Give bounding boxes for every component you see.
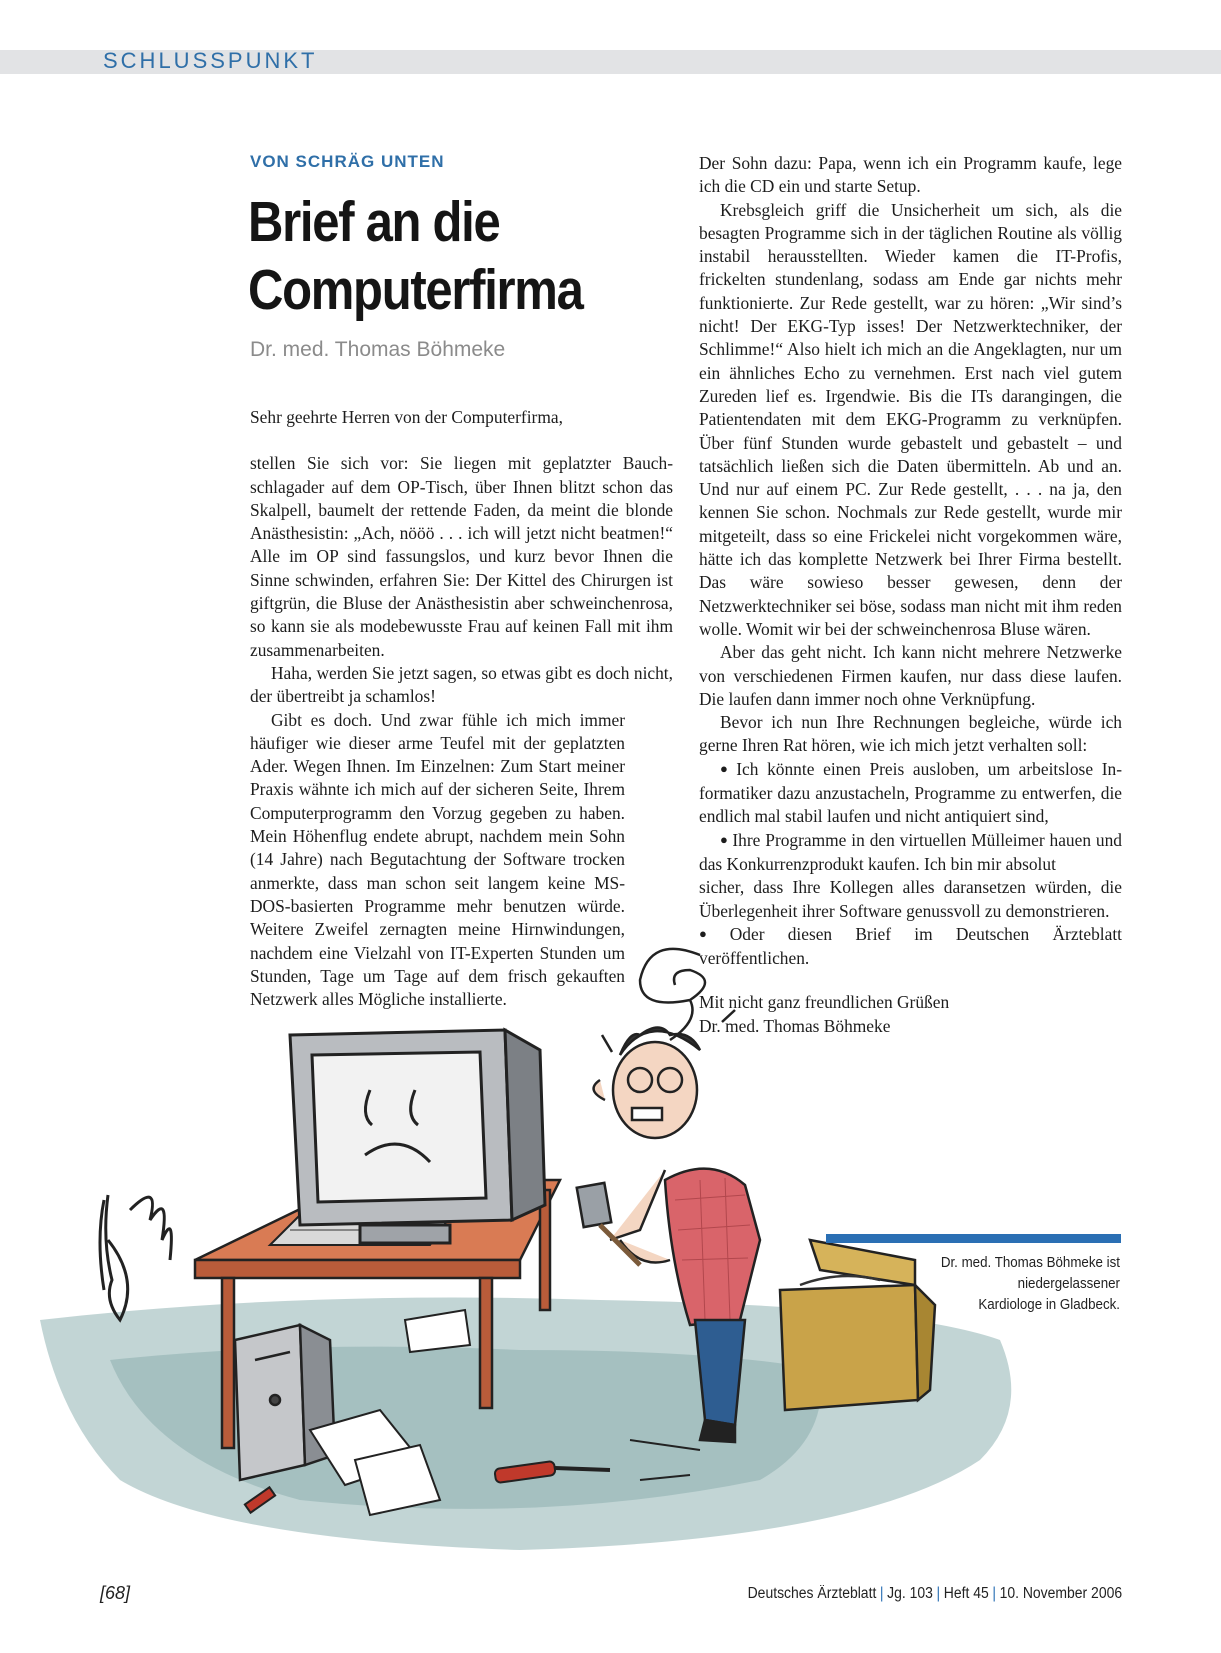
paragraph: Der Sohn dazu: Papa, wenn ich ein Programm kaufe, lege ich die CD ein und starte Setup. (699, 153, 1122, 197)
issue: Heft 45 (943, 1585, 989, 1602)
text-column-2 (699, 152, 1122, 1038)
text-column-1 (250, 406, 673, 1011)
salutation: Sehr geehrte Herren von der Computerfirma, (250, 407, 563, 427)
bullet-text: Ihre Programme in den virtuellen Mülleimer hauen und das Konkurrenzprodukt kaufen. Ich bin mir absolut (699, 829, 1122, 874)
monitor (290, 1030, 545, 1243)
signature-scribble (100, 1195, 171, 1320)
paragraph: Haha, werden Sie jetzt sagen, so etwas gibt es doch nicht, der übertreibt ja schamlos! (250, 662, 673, 707)
paragraph: Aber das geht nicht. Ich kann nicht mehrere Netzwerke von verschiedenen Firmen kaufen, nur dass diese laufen. Die laufen dann immer noch ohne Verknüpfung. (699, 642, 1122, 709)
page-number: [68] (100, 1583, 131, 1603)
caption-line: Dr. med. Thomas Böhmeke ist niedergelassener (940, 1255, 1120, 1292)
closing-signature: Dr. med. Thomas Böhmeke (699, 1015, 891, 1036)
section-label: SCHLUSSPUNKT (103, 48, 318, 73)
bullet-icon (720, 759, 736, 779)
paragraph: stellen Sie sich vor: Sie liegen mit geplatzter Bauchschlagader auf dem OP-Tisch, über Ihnen blitzt schon das Skalpell, baumelt der rettende Faden, da meint die blonde Anästhesistin: „Ach, nööö . . . ich will jetzt nicht beatmen!“ Alle im OP sind fassungslos, und kurz bevor Ihnen die Sinne schwinden, erfahren Sie: Der Kittel des Chirurgen ist giftgrün, die Bluse der Anästhesistin aber schweinchenrosa, so kann sie als modebewusste Frau auf keinen Fall mit ihm zusammenarbeiten. (250, 453, 673, 660)
kicker: VON SCHRÄG UNTEN (250, 152, 445, 171)
bullet-item (699, 758, 1122, 829)
bullet-item (699, 829, 1122, 877)
closing-greeting: Mit nicht ganz freundlichen Grüßen (699, 992, 950, 1013)
title-line-1: Brief an die (248, 190, 500, 254)
journal-name: Deutsches Ärzteblatt (747, 1585, 877, 1602)
paragraph: Krebsgleich griff die Unsicherheit um sich, als die besagten Programme sich in der täglichen Routine als völlig instabil herausstellten. Wieder kamen die IT-Profis, frickelten stundenlang, sodass am Ende gar nichts mehr funktionierte. Zur Rede gestellt, war zu hören: „Wir sind’s nicht! Der EKG-Typ isses! Der Netzwerktechniker, der Schlimme!“ Also hielt ich mich an die Angeklagten, nur um ein ähnliches Echo zu vernehmen. Erst nach viel gutem Zureden lief es. Irgendwie. Bis die ITs darangingen, die Patientendaten mit dem EKG-Programm zu verknüpfen. Über fünf Stunden wurde gebastelt und gebastelt – und tatsächlich ließen sich die Daten übermitteln. Ab und an. Und nur auf einem PC. Zur Rede gestellt, . . . na ja, den kennen Sie schon. Nochmals zur Rede gestellt, wurde mir mitgeteilt, dass so eine Frickelei nicht vorgekommen wäre, hätte ich das komplette Netzwerk bei Ihrer Firma bestellt. Das wäre sowieso besser gewesen, denn der Netzwerktechniker sei böse, sodass man nicht mit ihm reden wolle. Womit wir bei der schweinchenrosa Bluse wären. (699, 199, 1122, 639)
bullet-item (699, 923, 1122, 971)
separator: | (879, 1585, 884, 1602)
caption-rule (826, 1234, 1121, 1243)
computer-tower (235, 1325, 335, 1480)
bullet-icon (699, 924, 730, 944)
caption-line: Kardiologe in Gladbeck. (978, 1297, 1120, 1313)
bullet-text: Oder diesen Brief im Deutschen Ärzteblatt veröffentlichen. (699, 923, 1122, 969)
paragraph: Gibt es doch. Und zwar fühle ich mich immer häufiger wie dieser arme Teufel mit der geplatzten Ader. Wegen Ihnen. Im Einzelnen: Zum Start meiner Praxis wähnte ich mich auf der sicheren Seite, Ihrem Computerprogramm den Vorzug gegeben zu haben. Mein Höhenflug endete abrupt, nachdem mein Sohn (14 Jahre) nach Begutachtung der Software trocken anmerkte, dass man schon seit langem keine MS-DOS-basierten Programme mehr benutzen würde. Weitere Zweifel zernagten meine Hirnwindungen, nachdem eine Vielzahl von IT-Experten Stunden um Stunden, Tage um Tage auf dem frisch gekauften Netzwerk alles Mögliche installierte. (250, 709, 625, 1010)
bullet-icon (720, 830, 732, 850)
separator: | (936, 1585, 941, 1602)
bullet-continuation: sicher, dass Ihre Kollegen alles daransetzen würden, die Überlegenheit ihrer Software genussvoll zu demonstrieren. (699, 877, 1122, 921)
volume: Jg. 103 (887, 1585, 933, 1602)
issue-date: 10. November 2006 (999, 1585, 1122, 1602)
publication-info (748, 1585, 1122, 1603)
byline: Dr. med. Thomas Böhmeke (250, 338, 506, 361)
article-title (248, 188, 609, 324)
paragraph: Bevor ich nun Ihre Rechnungen begleiche, würde ich gerne Ihren Rat hören, wie ich mich jetzt verhalten soll: (699, 712, 1122, 756)
title-line-2: Computerfirma (248, 258, 583, 322)
author-caption (844, 1253, 1120, 1316)
separator: | (992, 1585, 996, 1602)
bullet-text: Ich könnte einen Preis ausloben, um arbeitslose Informatiker dazu anzustacheln, Programme zu entwerfen, die endlich mal stabil laufen und nicht antiquiert sind, (699, 758, 1123, 827)
